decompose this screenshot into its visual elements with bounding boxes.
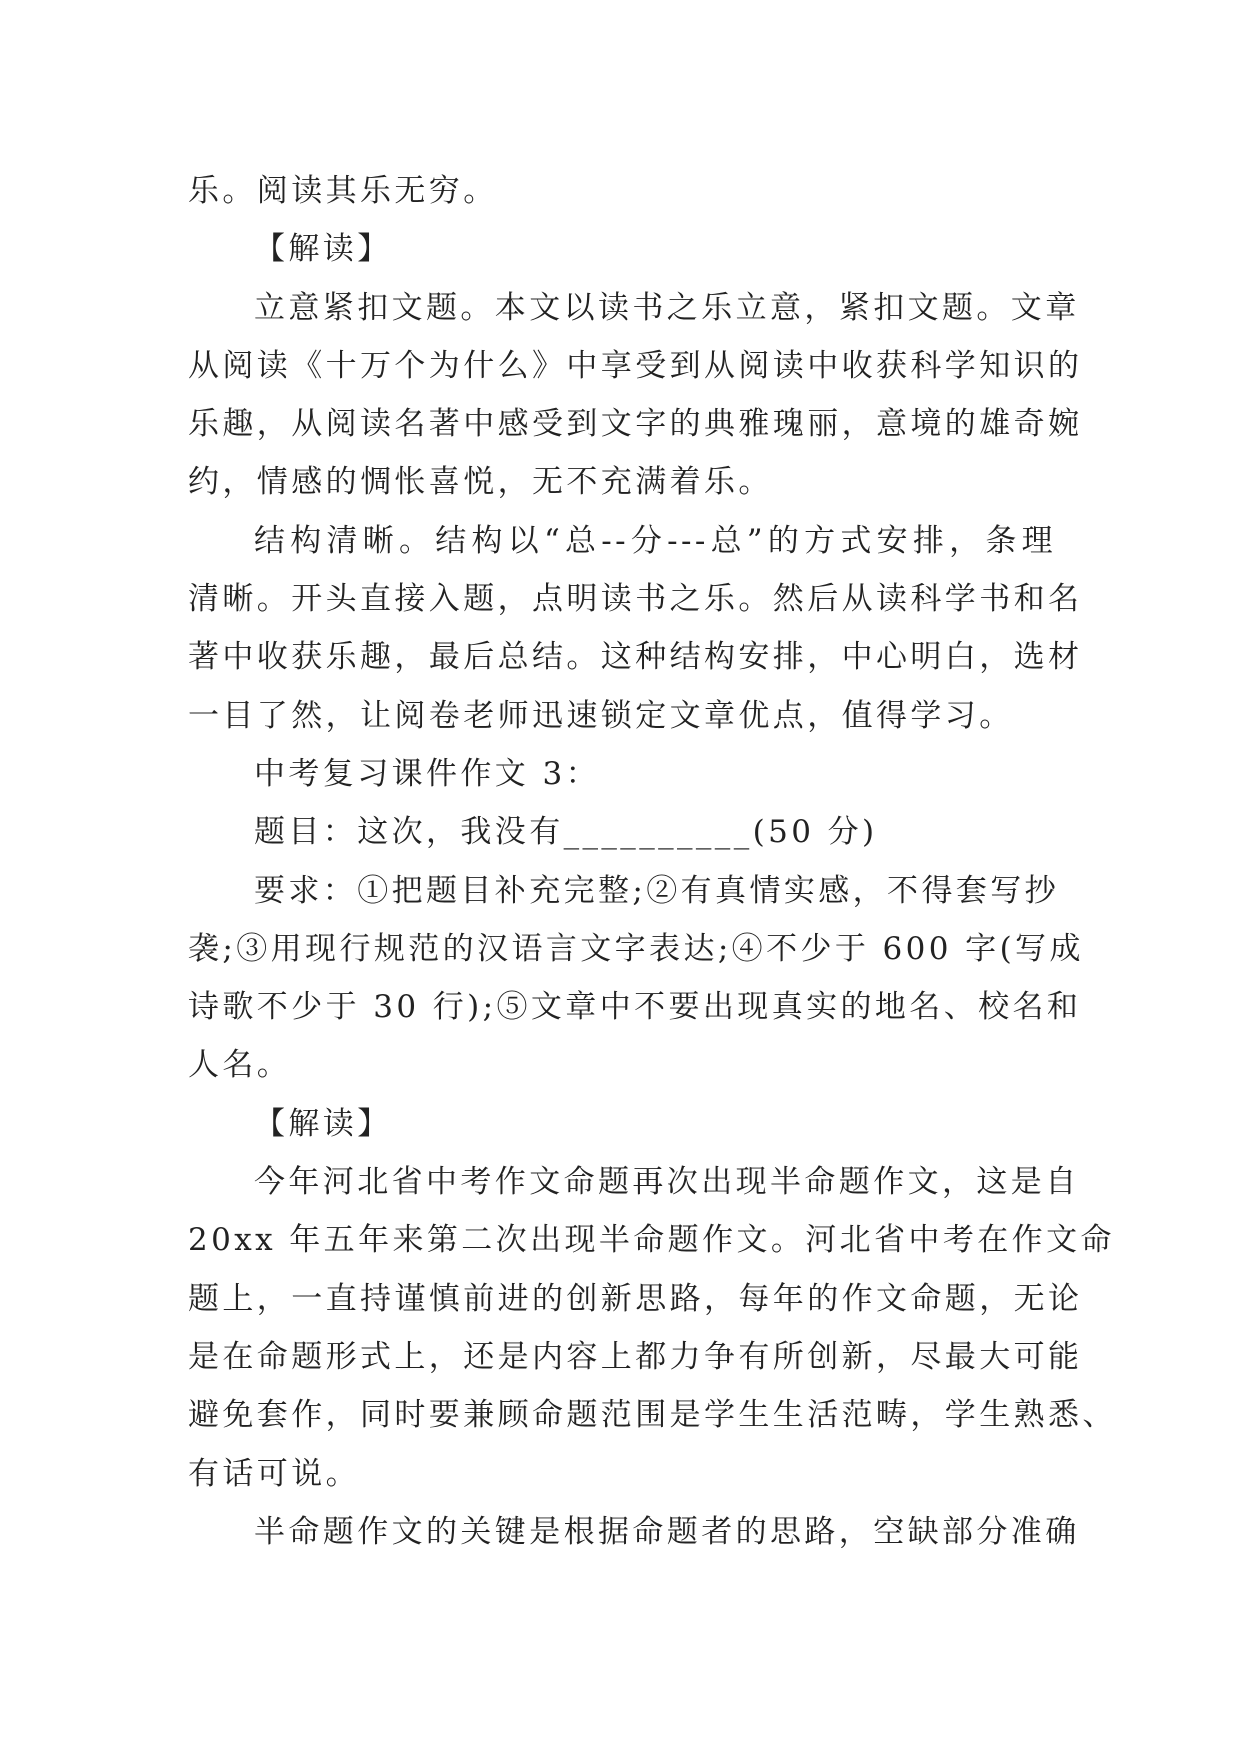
text-line: 袭;③用现行规范的汉语言文字表达;④不少于 600 字(写成: [188, 930, 1084, 967]
text-line: 半命题作文的关键是根据命题者的思路，空缺部分准确: [254, 1513, 1080, 1550]
text-line: 今年河北省中考作文命题再次出现半命题作文，这是自: [254, 1164, 1080, 1201]
section-heading: 【解读】: [254, 231, 392, 268]
text-line: 20xx 年五年来第二次出现半命题作文。河北省中考在作文命: [188, 1222, 1115, 1259]
text-line: 著中收获乐趣，最后总结。这种结构安排，中心明白，选材: [188, 639, 1083, 676]
essay-prompt: 题目：这次，我没有__________(50 分): [254, 814, 878, 851]
text-line: 避免套作，同时要兼顾命题范围是学生生活范畴，学生熟悉、: [188, 1397, 1117, 1434]
text-line: 有话可说。: [188, 1455, 360, 1492]
text-line: 约，情感的惆怅喜悦，无不充满着乐。: [188, 464, 773, 501]
text-line: 题上，一直持谨慎前进的创新思路，每年的作文命题，无论: [188, 1280, 1083, 1317]
section-heading: 【解读】: [254, 1105, 392, 1142]
text-line: 人名。: [188, 1047, 292, 1084]
text-line: 从阅读《十万个为什么》中享受到从阅读中收获科学知识的: [188, 347, 1083, 384]
text-line: 乐趣，从阅读名著中感受到文字的典雅瑰丽，意境的雄奇婉: [188, 406, 1083, 443]
text-line: 结构清晰。结构以“总--分---总”的方式安排，条理: [254, 522, 1056, 559]
text-line: 一目了然，让阅卷老师迅速锁定文章优点，值得学习。: [188, 697, 1014, 734]
text-line: 诗歌不少于 30 行);⑤文章中不要出现真实的地名、校名和: [188, 989, 1082, 1026]
essay-label: 中考复习课件作文 3：: [254, 755, 600, 792]
document-page: [188, 162, 1117, 1561]
text-line: 清晰。开头直接入题，点明读书之乐。然后从读科学书和名: [188, 581, 1083, 618]
text-line: 乐。阅读其乐无穷。: [188, 173, 498, 209]
text-line: 是在命题形式上，还是内容上都力争有所创新，尽最大可能: [188, 1338, 1083, 1375]
text-line: 立意紧扣文题。本文以读书之乐立意，紧扣文题。文章: [254, 289, 1080, 326]
text-line: 要求：①把题目补充完整;②有真情实感，不得套写抄: [254, 872, 1060, 909]
